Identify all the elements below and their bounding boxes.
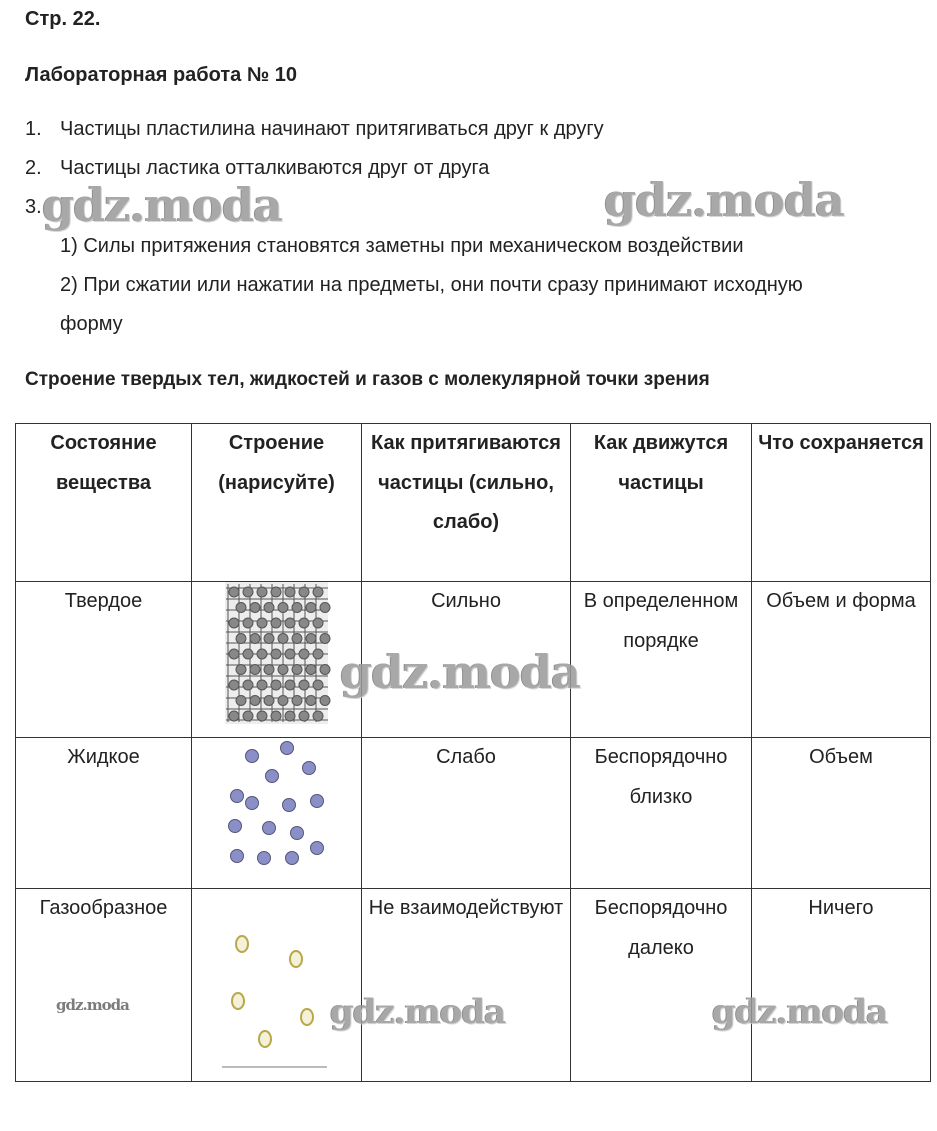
- cell-drawing-gas: [192, 889, 362, 1082]
- solid-particle: [313, 618, 323, 628]
- solid-particle: [278, 696, 288, 706]
- solid-particle: [271, 649, 281, 659]
- cell-attraction: Не взаимодействуют: [362, 889, 571, 1082]
- solid-particle: [278, 665, 288, 675]
- solid-particle: [292, 665, 302, 675]
- cell-motion: В определенном порядке: [571, 582, 752, 738]
- solid-particle: [320, 634, 330, 644]
- solid-particle: [257, 587, 267, 597]
- solid-particle: [250, 603, 260, 613]
- solid-particle: [299, 587, 309, 597]
- solid-particle: [243, 649, 253, 659]
- liquid-particle: [231, 790, 244, 803]
- solid-particle: [292, 634, 302, 644]
- header-motion: Как движутся частицы: [571, 424, 752, 582]
- solid-particle: [320, 665, 330, 675]
- table-row: [16, 582, 931, 738]
- solid-particle: [264, 634, 274, 644]
- gas-particle: [290, 951, 302, 967]
- liquid-particle: [258, 852, 271, 865]
- solid-particle: [313, 587, 323, 597]
- item-number: 1.: [25, 118, 42, 140]
- solid-particle: [236, 696, 246, 706]
- solid-particle: [285, 680, 295, 690]
- solid-particle: [257, 618, 267, 628]
- gas-particle: [236, 936, 248, 952]
- cell-drawing-liquid: [192, 738, 362, 889]
- liquid-particle: [246, 797, 259, 810]
- solid-particle: [264, 665, 274, 675]
- solid-particle: [299, 711, 309, 721]
- item-number: 2.: [25, 157, 42, 179]
- solid-particle: [264, 696, 274, 706]
- answer-list: [25, 110, 930, 344]
- gas-particle: [232, 993, 244, 1009]
- solid-particle: [229, 618, 239, 628]
- cell-state: Газообразное: [16, 889, 192, 1082]
- watermark: gdz.moda: [604, 173, 844, 227]
- header-state: Состояние вещества: [16, 424, 192, 582]
- liquid-particle: [263, 822, 276, 835]
- cell-state: Твердое: [16, 582, 192, 738]
- header-attraction: Как притягиваются частицы (сильно, слабо): [362, 424, 571, 582]
- watermark: gdz.moda: [340, 645, 580, 699]
- cell-preserved: Объем и форма: [752, 582, 931, 738]
- cell-drawing-solid: [192, 582, 362, 738]
- solid-particle: [306, 634, 316, 644]
- watermark: gdz.moda: [330, 992, 506, 1032]
- liquid-particle: [303, 762, 316, 775]
- liquid-particle: [311, 842, 324, 855]
- liquid-particle: [311, 795, 324, 808]
- solid-particle: [243, 618, 253, 628]
- cell-preserved: Объем: [752, 738, 931, 889]
- list-item: [25, 110, 930, 149]
- liquid-particle: [283, 799, 296, 812]
- solid-particle: [285, 711, 295, 721]
- solid-particle: [271, 618, 281, 628]
- solid-particle: [257, 649, 267, 659]
- sub-item: форму: [60, 313, 123, 335]
- cell-state: Жидкое: [16, 738, 192, 889]
- liquid-particle: [231, 850, 244, 863]
- solid-particle: [299, 680, 309, 690]
- solid-particle: [320, 696, 330, 706]
- solid-particle: [243, 680, 253, 690]
- table-header-row: [16, 424, 931, 582]
- solid-particle: [299, 618, 309, 628]
- liquid-particle: [266, 770, 279, 783]
- header-preserved: Что сохраняется: [752, 424, 931, 582]
- solid-particle: [271, 587, 281, 597]
- solid-particle: [320, 603, 330, 613]
- solid-particle: [229, 587, 239, 597]
- table-row: [16, 738, 931, 889]
- liquid-particle: [291, 827, 304, 840]
- solid-particle: [271, 711, 281, 721]
- section-title: Строение твердых тел, жидкостей и газов с молекулярной точки зрения: [25, 369, 710, 390]
- solid-particle: [257, 711, 267, 721]
- solid-particle: [229, 649, 239, 659]
- list-item: [25, 188, 930, 227]
- page-number: Стр. 22.: [25, 8, 101, 30]
- liquid-particle: [246, 750, 259, 763]
- liquid-particle: [229, 820, 242, 833]
- solid-particle: [229, 680, 239, 690]
- solid-particle: [306, 603, 316, 613]
- solid-particle: [243, 711, 253, 721]
- item-text: Частицы ластика отталкиваются друг от друга: [60, 157, 490, 179]
- solid-particle: [257, 680, 267, 690]
- solid-particle: [271, 680, 281, 690]
- solid-particle: [313, 711, 323, 721]
- solid-particle: [292, 603, 302, 613]
- solid-particle: [313, 649, 323, 659]
- solid-particle: [313, 680, 323, 690]
- states-table: [15, 423, 931, 1082]
- solid-particle: [306, 696, 316, 706]
- solid-particle: [236, 634, 246, 644]
- sub-item: 1) Силы притяжения становятся заметны при механическом воздействии: [60, 235, 744, 257]
- solid-particle: [264, 603, 274, 613]
- watermark: gdz.moda: [56, 996, 129, 1014]
- list-item: [25, 149, 930, 188]
- liquid-particle: [281, 742, 294, 755]
- cell-motion: Беспорядочно близко: [571, 738, 752, 889]
- solid-particle: [299, 649, 309, 659]
- watermark: gdz.moda: [712, 992, 888, 1032]
- header-structure: Строение (нарисуйте): [192, 424, 362, 582]
- gas-structure-drawing: [192, 889, 362, 1081]
- lab-title: Лабораторная работа № 10: [25, 64, 297, 86]
- solid-particle: [285, 649, 295, 659]
- solid-particle: [250, 634, 260, 644]
- gas-particle: [301, 1009, 313, 1025]
- cell-attraction: Сильно: [362, 582, 571, 738]
- liquid-particle: [286, 852, 299, 865]
- solid-particle: [285, 587, 295, 597]
- cell-motion: Беспорядочно далеко: [571, 889, 752, 1082]
- solid-particle: [250, 696, 260, 706]
- solid-particle: [236, 665, 246, 675]
- liquid-structure-drawing: [192, 738, 362, 888]
- solid-particle: [292, 696, 302, 706]
- cell-attraction: Слабо: [362, 738, 571, 889]
- solid-particle: [243, 587, 253, 597]
- cell-preserved: Ничего: [752, 889, 931, 1082]
- solid-particle: [285, 618, 295, 628]
- item-text: Частицы пластилина начинают притягиваться друг к другу: [60, 118, 604, 140]
- solid-particle: [278, 603, 288, 613]
- solid-particle: [250, 665, 260, 675]
- solid-particle: [236, 603, 246, 613]
- item-number: 3.: [25, 196, 42, 218]
- solid-particle: [278, 634, 288, 644]
- sub-item: 2) При сжатии или нажатии на предметы, они почти сразу принимают исходную: [60, 274, 803, 296]
- solid-structure-drawing: [192, 582, 362, 737]
- watermark: gdz.moda: [42, 178, 282, 232]
- solid-particle: [229, 711, 239, 721]
- table-row: [16, 889, 931, 1082]
- solid-particle: [306, 665, 316, 675]
- gas-particle: [259, 1031, 271, 1047]
